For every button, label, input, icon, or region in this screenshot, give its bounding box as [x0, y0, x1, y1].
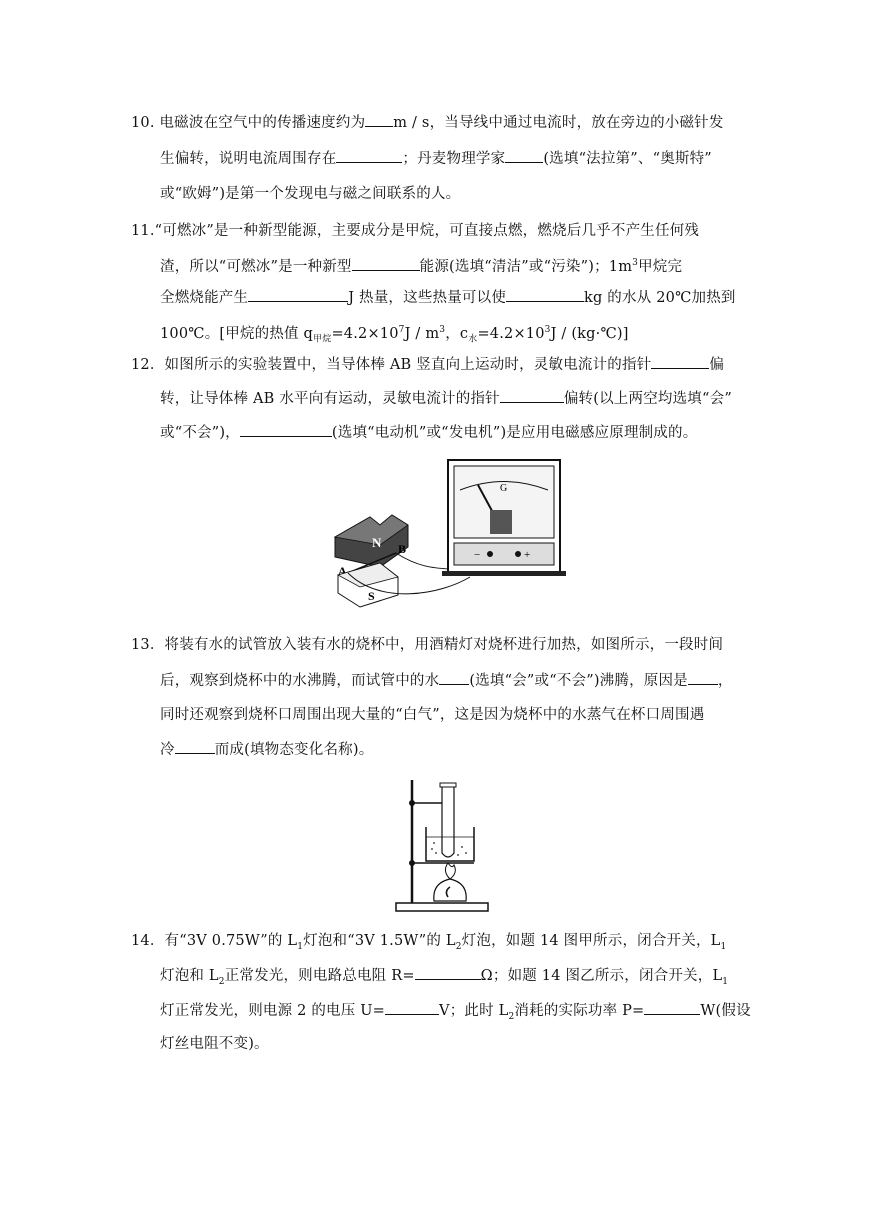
b-label: B: [398, 542, 407, 556]
n-label: N: [372, 535, 382, 550]
magnet-s-pole: [338, 563, 398, 607]
q12-line-1: 12．如图所示的实验装置中，当导体棒 AB 竖直向上运动时，灵敏电流计的指针 偏: [131, 354, 724, 375]
answer-blank[interactable]: [439, 670, 469, 685]
q11-line-1: 11.“可燃冰”是一种新型能源，主要成分是甲烷，可直接点燃，燃烧后几乎不产生任何残: [131, 223, 700, 239]
q11-line-4: 100℃。[甲烷的热值 $q_{甲烷}=4.2\times 10^7J / m^3$，$c_水=4.2\times 10^3J$ / (kg·℃)]: [160, 325, 629, 345]
q13-line-4: 冷 而成(填物态变化名称)。: [160, 739, 373, 760]
q13-line-3: 同时还观察到烧杯口周围出现大量的“白气”，这是因为烧杯中的水蒸气在杯口周围遇: [160, 707, 705, 723]
answer-blank[interactable]: [175, 739, 215, 754]
answer-blank[interactable]: [336, 148, 402, 163]
alcohol-lamp: [434, 879, 466, 901]
answer-blank[interactable]: [385, 1000, 439, 1015]
answer-blank[interactable]: [505, 148, 543, 163]
q13-line-1: 13．将装有水的试管放入装有水的烧杯中，用酒精灯对烧杯进行加热，如图所示，一段时间: [131, 637, 724, 653]
stand-base: [396, 903, 488, 911]
q12-line-3: 或“不会”)， (选填“电动机”或“发电机”)是应用电磁感应原理制成的。: [160, 422, 697, 443]
answer-blank[interactable]: [644, 1000, 700, 1015]
s-label: S: [368, 589, 375, 603]
minus-terminal-label: −: [474, 549, 481, 561]
answer-blank[interactable]: [352, 256, 420, 271]
q10-line-1: 10. 电磁波在空气中的传播速度约为 m / s，当导线中通过电流时，放在旁边的小磁针发: [131, 112, 724, 133]
q11-line-2: 渣，所以“可燃冰”是一种新型 能源(选填“清洁”或“污染”)；$1m^3$甲烷完: [160, 253, 682, 277]
q14-line-2: 灯泡和 $L_2$正常发光，则电路总电阻 R= Ω；如题 14 图乙所示，闭合开关，$L_1$: [160, 965, 728, 992]
q12-line-2: 转，让导体棒 AB 水平向有运动，灵敏电流计的指针 偏转(以上两空均选填“会”: [160, 388, 732, 409]
answer-blank[interactable]: [688, 670, 718, 685]
q13-line-2: 后，观察到烧杯中的水沸腾，而试管中的水 (选填“会”或“不会”)沸腾，原因是 ，: [160, 670, 733, 691]
galvanometer-experiment-figure: [320, 455, 590, 615]
answer-blank[interactable]: [248, 287, 348, 302]
flame: [445, 863, 455, 879]
q14-line-3: 灯正常发光，则电源 2 的电压 U= V；此时 $L_2$消耗的实际功率 P= W(假设: [160, 1000, 751, 1027]
answer-blank[interactable]: [506, 287, 584, 302]
q10-line-2: 生偏转，说明电流周围存在 ；丹麦物理学家 (选填“法拉第”、“奥斯特”: [160, 148, 712, 169]
test-tube: [442, 785, 454, 857]
boiling-apparatus-figure: [392, 775, 492, 915]
q14-line-4: 灯丝电阻不变)。: [160, 1036, 269, 1052]
plus-terminal-label: +: [524, 549, 531, 561]
answer-blank[interactable]: [415, 965, 481, 980]
q14-line-1: 14．有“3V 0.75W”的 $L_1$灯泡和“3V 1.5W”的 $L_2$灯泡，如题 14 图甲所示，闭合开关，$L_1$: [131, 933, 727, 952]
answer-blank[interactable]: [651, 354, 709, 369]
q10-line-3: 或“欧姆”)是第一个发现电与磁之间联系的人。: [160, 186, 461, 202]
galvanometer: [442, 460, 566, 576]
magnet-n-pole: [335, 515, 408, 567]
a-label: A: [338, 564, 347, 578]
q11-line-3: 全燃烧能产生 J 热量，这些热量可以使 kg 的水从 20℃加热到: [160, 287, 736, 308]
answer-blank[interactable]: [365, 112, 393, 127]
answer-blank[interactable]: [240, 422, 332, 437]
g-label: G: [500, 483, 508, 494]
answer-blank[interactable]: [500, 388, 564, 403]
